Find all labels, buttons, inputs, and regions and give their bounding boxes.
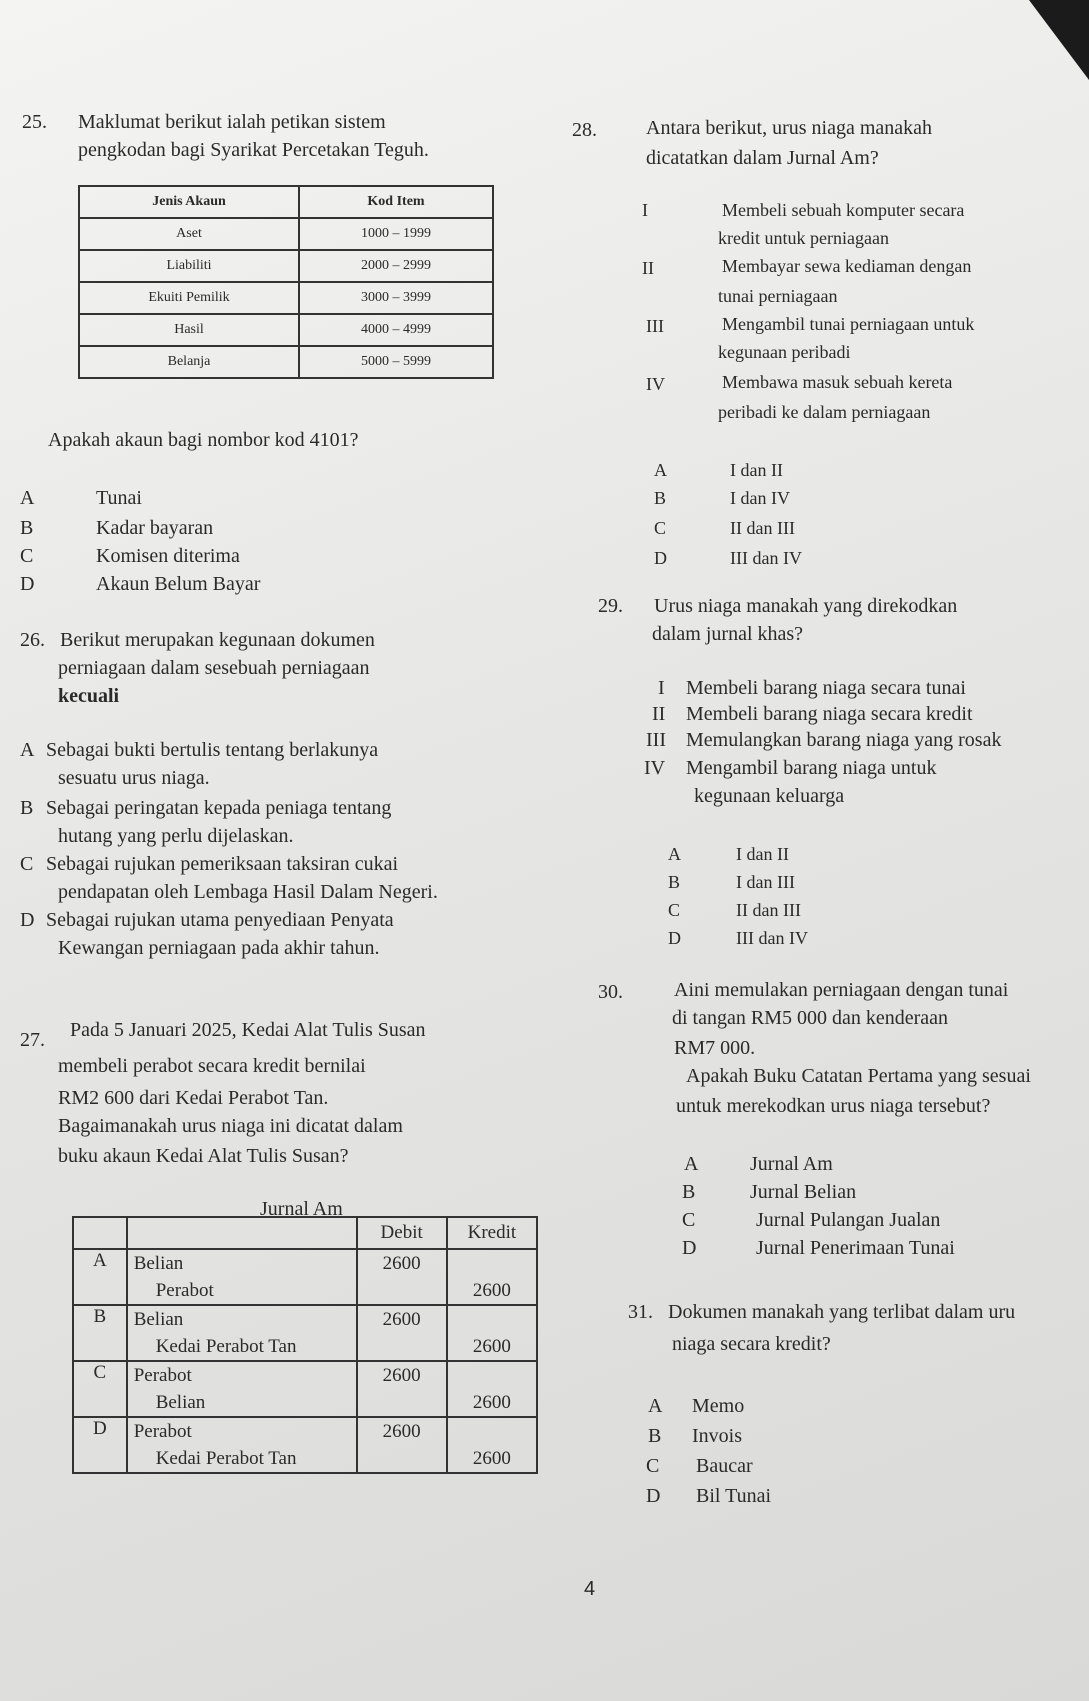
q29-option-text[interactable]: I dan II [736, 844, 789, 864]
q31-option-text[interactable]: Invois [692, 1425, 742, 1447]
q28-item-text2: tunai perniagaan [718, 286, 838, 306]
q25-question: Apakah akaun bagi nombor kod 4101? [48, 429, 359, 451]
q26-option-d-text[interactable]: Sebagai rujukan utama penyediaan Penyata [46, 909, 394, 931]
q25-stem-2: pengkodan bagi Syarikat Percetakan Teguh. [78, 139, 429, 161]
dark-corner [1029, 0, 1089, 80]
general-journal-table [72, 1216, 538, 1474]
q26-option-c-letter[interactable]: C [20, 853, 34, 875]
q26-option-c-text[interactable]: Sebagai rujukan pemeriksaan taksiran cukai [46, 853, 399, 875]
q25-option-letter[interactable]: A [20, 487, 35, 509]
q29-option-letter[interactable]: D [668, 928, 681, 948]
journal-account-header [127, 1217, 357, 1249]
journal-kredit-cell [447, 1417, 537, 1473]
q29-number: 29. [598, 595, 623, 617]
code-row-range: 2000 – 2999 [299, 250, 493, 282]
journal-debit-account: Belian [133, 1309, 184, 1330]
q29-stem-1: Urus niaga manakah yang direkodkan [654, 595, 958, 617]
code-row-account: Ekuiti Pemilik [79, 282, 299, 314]
q26-stem-1: Berikut merupakan kegunaan dokumen [60, 629, 375, 651]
q25-option-letter[interactable]: B [20, 517, 34, 539]
q26-option-d-text2: Kewangan perniagaan pada akhir tahun. [58, 937, 380, 959]
q29-roman: IV [644, 757, 666, 779]
journal-kredit-value: 2600 [472, 1280, 511, 1301]
q31-option-text[interactable]: Memo [692, 1395, 745, 1417]
q29-stem-2: dalam jurnal khas? [652, 623, 804, 645]
q30-line-4: Apakah Buku Catatan Pertama yang sesuai [686, 1065, 1031, 1087]
journal-debit-cell [357, 1305, 447, 1361]
q31-option-letter[interactable]: A [648, 1395, 663, 1417]
q28-option-letter[interactable]: B [654, 488, 667, 508]
journal-option-letter[interactable]: A [73, 1249, 127, 1305]
journal-credit-account: Perabot [155, 1280, 214, 1301]
code-row-range: 4000 – 4999 [299, 314, 493, 346]
q28-item-text: Mengambil tunai perniagaan untuk [722, 314, 975, 334]
q29-item-text: Membeli barang niaga secara kredit [686, 703, 973, 725]
q30-line-5: untuk merekodkan urus niaga tersebut? [676, 1095, 991, 1117]
journal-debit-cell [357, 1361, 447, 1417]
q28-stem-2: dicatatkan dalam Jurnal Am? [646, 147, 879, 169]
q25-option-text[interactable]: Kadar bayaran [96, 517, 214, 539]
q30-option-text[interactable]: Jurnal Am [750, 1153, 833, 1175]
q27-line-4: Bagaimanakah urus niaga ini dicatat dalam [58, 1115, 403, 1137]
code-row-account: Aset [79, 218, 299, 250]
q30-line-2: di tangan RM5 000 dan kenderaan [672, 1007, 949, 1029]
q29-option-letter[interactable]: C [668, 900, 681, 920]
journal-debit-cell [357, 1417, 447, 1473]
journal-debit-value: 2600 [382, 1309, 421, 1330]
q31-option-letter[interactable]: B [648, 1425, 662, 1447]
q29-option-letter[interactable]: B [668, 872, 681, 892]
header-account-type: Jenis Akaun [79, 186, 299, 218]
q28-option-text[interactable]: I dan IV [730, 488, 790, 508]
q28-item-text: Membayar sewa kediaman dengan [722, 256, 972, 276]
q26-option-c-text2: pendapatan oleh Lembaga Hasil Dalam Negeri. [58, 881, 438, 903]
q28-option-letter[interactable]: D [654, 548, 667, 568]
q30-option-letter[interactable]: C [682, 1209, 696, 1231]
journal-debit-value: 2600 [382, 1253, 421, 1274]
code-row-range: 3000 – 3999 [299, 282, 493, 314]
q28-stem-1: Antara berikut, urus niaga manakah [646, 117, 933, 139]
q29-option-text[interactable]: III dan IV [736, 928, 808, 948]
q31-option-text[interactable]: Bil Tunai [696, 1485, 772, 1507]
q26-option-b-text2: hutang yang perlu dijelaskan. [58, 825, 294, 847]
q26-option-a-text[interactable]: Sebagai bukti bertulis tentang berlakunya [46, 739, 379, 761]
q31-option-letter[interactable]: C [646, 1455, 660, 1477]
q29-item-text2: kegunaan keluarga [694, 785, 845, 807]
journal-kredit-cell [447, 1361, 537, 1417]
journal-debit-cell [357, 1249, 447, 1305]
code-row-account: Belanja [79, 346, 299, 378]
q30-option-letter[interactable]: D [682, 1237, 697, 1259]
q27-line-2: membeli perabot secara kredit bernilai [58, 1055, 366, 1077]
q26-number: 26. [20, 629, 45, 651]
q28-number: 28. [572, 119, 597, 141]
journal-accounts [127, 1249, 357, 1305]
q28-option-text[interactable]: II dan III [730, 518, 795, 538]
q30-option-letter[interactable]: B [682, 1181, 696, 1203]
q25-option-letter[interactable]: D [20, 573, 35, 595]
q31-line-2: niaga secara kredit? [672, 1333, 831, 1355]
q25-option-text[interactable]: Komisen diterima [96, 545, 240, 567]
journal-credit-account: Kedai Perabot Tan [155, 1336, 297, 1357]
q31-number: 31. [628, 1301, 653, 1323]
journal-option-letter[interactable]: D [73, 1417, 127, 1473]
q29-roman: II [652, 703, 666, 725]
journal-kredit-value: 2600 [472, 1336, 511, 1357]
journal-debit-value: 2600 [382, 1365, 421, 1386]
journal-option-letter[interactable]: B [73, 1305, 127, 1361]
q29-item-text: Mengambil barang niaga untuk [686, 757, 937, 779]
q30-line-3: RM7 000. [674, 1037, 756, 1059]
q28-option-letter[interactable]: A [654, 460, 667, 480]
q31-option-text[interactable]: Baucar [696, 1455, 753, 1477]
q26-option-a-text2: sesuatu urus niaga. [58, 767, 210, 789]
code-row-range: 5000 – 5999 [299, 346, 493, 378]
q30-option-text[interactable]: Jurnal Belian [750, 1181, 857, 1203]
q26-option-d-letter[interactable]: D [20, 909, 35, 931]
journal-option-letter[interactable]: C [73, 1361, 127, 1417]
q25-option-letter[interactable]: C [20, 545, 34, 567]
journal-debit-account: Belian [133, 1253, 184, 1274]
q28-roman: III [646, 316, 664, 336]
journal-accounts [127, 1305, 357, 1361]
journal-credit-account: Kedai Perabot Tan [155, 1448, 297, 1469]
q30-line-1: Aini memulakan perniagaan dengan tunai [674, 979, 1009, 1001]
q29-option-letter[interactable]: A [668, 844, 681, 864]
journal-kredit-value: 2600 [472, 1392, 511, 1413]
q29-item-text: Memulangkan barang niaga yang rosak [686, 729, 1002, 751]
journal-accounts [127, 1417, 357, 1473]
q29-option-text[interactable]: I dan III [736, 872, 795, 892]
q28-item-text2: kredit untuk perniagaan [718, 228, 889, 248]
q31-option-letter[interactable]: D [646, 1485, 661, 1507]
code-row-account: Hasil [79, 314, 299, 346]
q25-option-text[interactable]: Tunai [96, 487, 142, 509]
q26-stem-3: kecuali [58, 685, 120, 707]
journal-kredit-cell [447, 1249, 537, 1305]
page-number: 4 [584, 1578, 596, 1600]
q29-roman: III [646, 729, 666, 751]
account-code-table [78, 185, 494, 379]
q28-option-letter[interactable]: C [654, 518, 667, 538]
q28-roman: I [642, 200, 648, 220]
header-item-code: Kod Item [299, 186, 493, 218]
q29-roman: I [658, 677, 665, 699]
q28-roman: IV [646, 374, 665, 394]
header-kredit: Kredit [447, 1217, 537, 1249]
journal-corner-cell [73, 1217, 127, 1249]
journal-debit-value: 2600 [382, 1421, 421, 1442]
q28-option-text[interactable]: I dan II [730, 460, 783, 480]
q25-number: 25. [22, 111, 47, 133]
q27-number: 27. [20, 1029, 45, 1051]
q28-roman: II [642, 258, 654, 278]
q28-option-text[interactable]: III dan IV [730, 548, 802, 568]
q29-item-text: Membeli barang niaga secara tunai [686, 677, 966, 699]
journal-table-title: Jurnal Am [260, 1198, 343, 1220]
journal-credit-account: Belian [155, 1392, 206, 1413]
journal-kredit-cell [447, 1305, 537, 1361]
q25-option-text[interactable]: Akaun Belum Bayar [96, 573, 261, 595]
q30-number: 30. [598, 981, 623, 1003]
q26-stem-2: perniagaan dalam sesebuah perniagaan [58, 657, 370, 679]
journal-debit-account: Perabot [133, 1365, 192, 1386]
q30-option-text[interactable]: Jurnal Penerimaan Tunai [756, 1237, 955, 1259]
q26-option-b-text[interactable]: Sebagai peringatan kepada peniaga tentang [46, 797, 392, 819]
q28-item-text2: peribadi ke dalam perniagaan [718, 402, 931, 422]
journal-accounts [127, 1361, 357, 1417]
q26-option-a-letter[interactable]: A [20, 739, 35, 761]
q30-option-text[interactable]: Jurnal Pulangan Jualan [756, 1209, 941, 1231]
q27-line-5: buku akaun Kedai Alat Tulis Susan? [58, 1145, 349, 1167]
q27-line-1: Pada 5 Januari 2025, Kedai Alat Tulis Susan [70, 1019, 426, 1041]
code-row-range: 1000 – 1999 [299, 218, 493, 250]
q28-item-text: Membeli sebuah komputer secara [722, 200, 965, 220]
q31-line-1: Dokumen manakah yang terlibat dalam uru [668, 1301, 1016, 1323]
q28-item-text2: kegunaan peribadi [718, 342, 851, 362]
header-debit: Debit [357, 1217, 447, 1249]
q26-option-b-letter[interactable]: B [20, 797, 34, 819]
q27-line-3: RM2 600 dari Kedai Perabot Tan. [58, 1087, 329, 1109]
q29-option-text[interactable]: II dan III [736, 900, 801, 920]
q25-stem-1: Maklumat berikut ialah petikan sistem [78, 111, 386, 133]
q28-item-text: Membawa masuk sebuah kereta [722, 372, 953, 392]
journal-kredit-value: 2600 [472, 1448, 511, 1469]
code-row-account: Liabiliti [79, 250, 299, 282]
journal-debit-account: Perabot [133, 1421, 192, 1442]
q30-option-letter[interactable]: A [684, 1153, 699, 1175]
